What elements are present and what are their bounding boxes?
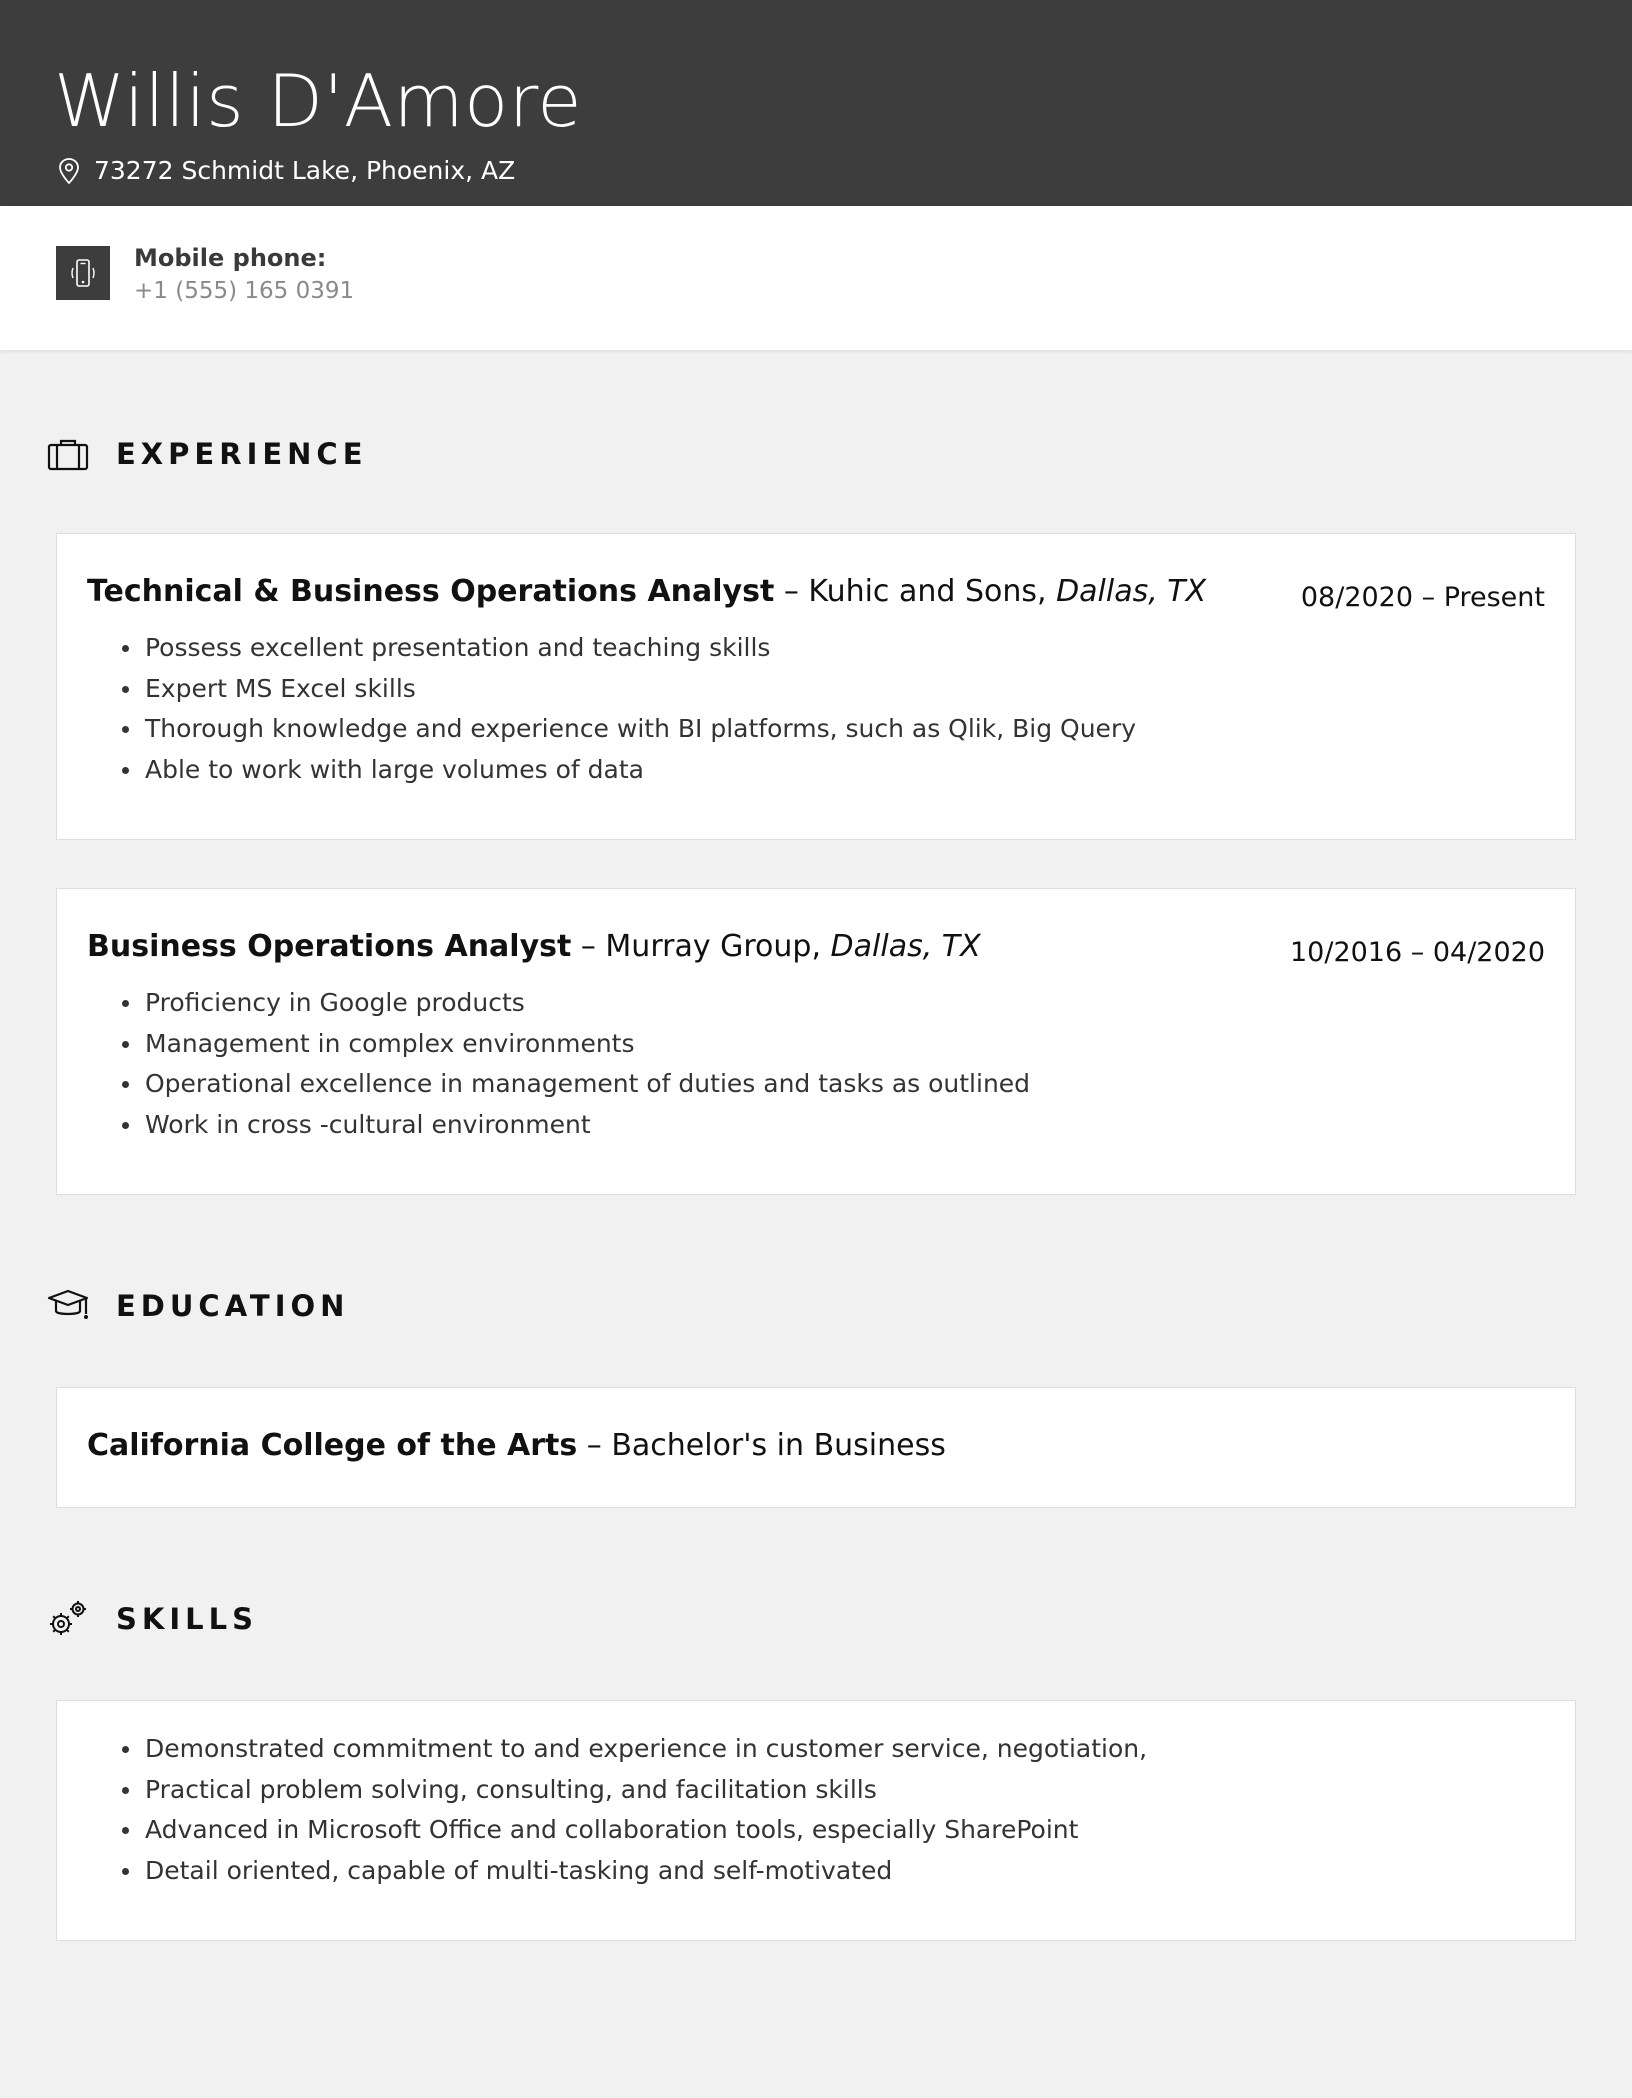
job-company: Murray Group, xyxy=(605,929,831,964)
education-heading xyxy=(46,1284,349,1328)
candidate-name: Willis D'Amore xyxy=(54,59,583,143)
job-bullets xyxy=(105,628,1136,790)
contact-bar xyxy=(0,206,1632,350)
job-location: Dallas, TX xyxy=(1056,574,1207,609)
job-dates: 10/2016 – 04/2020 xyxy=(1290,937,1545,968)
address-text: 73272 Schmidt Lake, Phoenix, AZ xyxy=(94,156,516,185)
education-card xyxy=(56,1387,1576,1508)
skills-title: SKILLS xyxy=(116,1602,258,1636)
list-item: Detail oriented, capable of multi-tasking and self-motivated xyxy=(145,1851,1147,1892)
list-item: Work in cross -cultural environment xyxy=(145,1105,1030,1146)
job-title: Technical & Business Operations Analyst xyxy=(87,574,775,609)
job-heading xyxy=(87,927,981,967)
education-title: EDUCATION xyxy=(116,1289,350,1323)
experience-card xyxy=(56,888,1576,1195)
job-dates: 08/2020 – Present xyxy=(1300,582,1545,613)
education-degree: Bachelor's in Business xyxy=(611,1428,946,1463)
skills-heading xyxy=(46,1597,258,1641)
education-separator: – xyxy=(577,1428,612,1463)
list-item: Expert MS Excel skills xyxy=(145,669,1136,710)
phone-contact xyxy=(134,242,354,308)
job-location: Dallas, TX xyxy=(830,929,981,964)
list-item: Possess excellent presentation and teaching skills xyxy=(145,628,1136,669)
list-item: Proficiency in Google products xyxy=(145,983,1030,1024)
address-row xyxy=(58,156,515,185)
phone-value: +1 (555) 165 0391 xyxy=(134,278,355,304)
education-school: California College of the Arts xyxy=(87,1428,578,1463)
briefcase-icon xyxy=(46,432,90,476)
mobile-phone-icon xyxy=(56,246,110,300)
job-separator: – xyxy=(571,929,606,964)
list-item: Demonstrated commitment to and experience in customer service, negotiation, xyxy=(145,1729,1147,1770)
graduation-cap-icon xyxy=(46,1284,90,1328)
education-entry xyxy=(87,1426,946,1466)
job-title: Business Operations Analyst xyxy=(87,929,572,964)
list-item: Management in complex environments xyxy=(145,1024,1030,1065)
list-item: Thorough knowledge and experience with BI platforms, such as Qlik, Big Query xyxy=(145,709,1136,750)
job-separator: – xyxy=(774,574,809,609)
skills-card xyxy=(56,1700,1576,1941)
skills-bullets xyxy=(105,1729,1147,1891)
job-bullets xyxy=(105,983,1030,1145)
list-item: Practical problem solving, consulting, and facilitation skills xyxy=(145,1770,1147,1811)
list-item: Advanced in Microsoft Office and collaboration tools, especially SharePoint xyxy=(145,1810,1147,1851)
gears-icon xyxy=(46,1597,90,1641)
experience-title: EXPERIENCE xyxy=(116,437,368,471)
map-pin-icon xyxy=(58,157,80,185)
list-item: Operational excellence in management of duties and tasks as outlined xyxy=(145,1064,1030,1105)
phone-label: Mobile phone: xyxy=(134,244,327,272)
experience-heading xyxy=(46,432,368,476)
job-company: Kuhic and Sons, xyxy=(808,574,1057,609)
job-heading xyxy=(87,572,1206,612)
list-item: Able to work with large volumes of data xyxy=(145,750,1136,791)
resume-header xyxy=(0,0,1632,206)
experience-card xyxy=(56,533,1576,840)
